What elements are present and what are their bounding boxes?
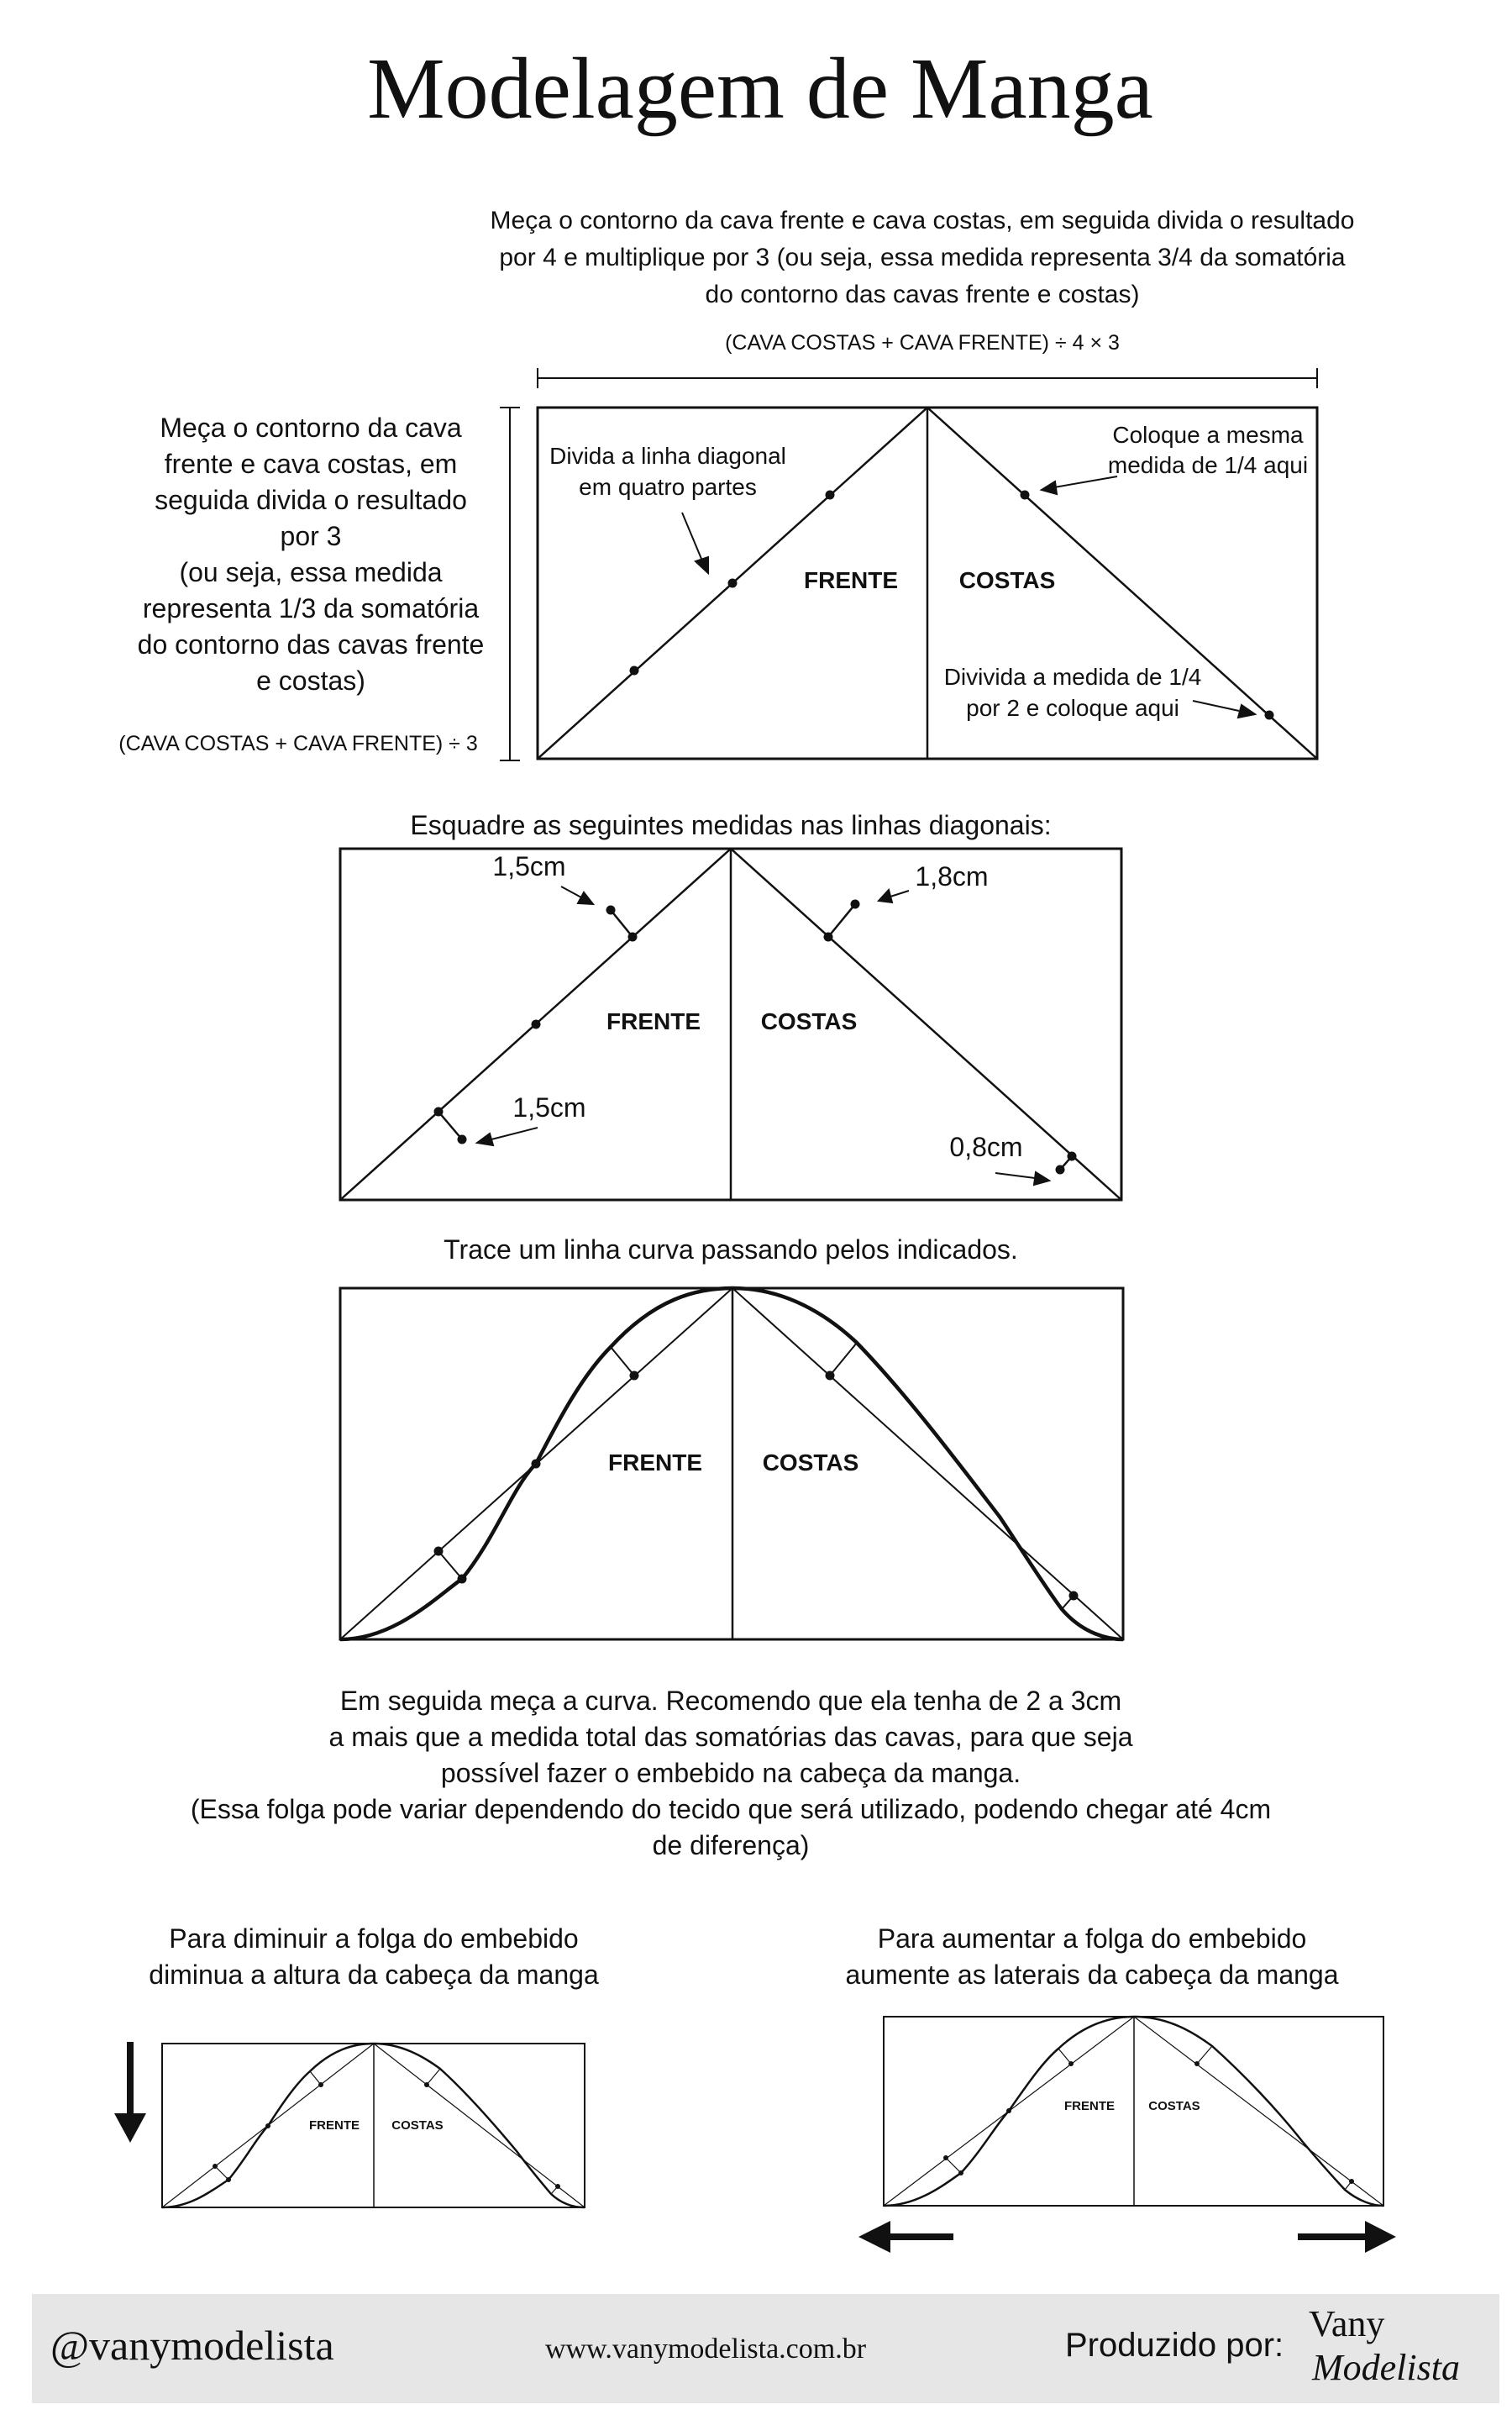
step1-left-text	[138, 413, 485, 696]
point	[1349, 2179, 1354, 2184]
down-arrow-icon	[114, 2042, 146, 2143]
step4-text-line: de diferença)	[652, 1830, 810, 1860]
point	[532, 1460, 541, 1469]
measure-front-top: 1,5cm	[492, 851, 566, 881]
point	[1194, 2061, 1200, 2066]
width-dimension-line	[538, 368, 1317, 388]
label-front: FRENTE	[608, 1449, 702, 1476]
point	[1068, 1152, 1077, 1161]
point	[1265, 711, 1274, 720]
perpendicular-mark	[611, 1347, 634, 1376]
point	[1068, 2061, 1074, 2066]
measure-back-bottom: 0,8cm	[949, 1132, 1023, 1162]
point	[434, 1107, 444, 1117]
perpendicular-mark	[828, 904, 855, 937]
point	[824, 933, 833, 942]
footer-handle: @vanymodelista	[50, 2322, 334, 2369]
step1-top-text-line: Meça o contorno da cava frente e cava costas, em seguida divida o resultado	[490, 207, 1355, 234]
step1-left-text-line: frente e cava costas, em	[164, 449, 458, 479]
point	[958, 2170, 963, 2175]
increase-text-line: Para aumentar a folga do embebido	[877, 1923, 1307, 1954]
point	[532, 1020, 541, 1029]
point	[943, 2155, 948, 2160]
point	[628, 933, 638, 942]
height-dimension-line	[500, 408, 520, 760]
point	[226, 2177, 231, 2182]
step3-heading: Trace um linha curva passando pelos indicados.	[444, 1234, 1018, 1265]
point	[458, 1135, 467, 1144]
step4-text-line: (Essa folga pode variar dependendo do tecido que será utilizado, podendo chegar até 4cm	[190, 1794, 1272, 1824]
point	[728, 579, 738, 588]
step1-left-text-line: por 3	[280, 521, 342, 551]
perpendicular-mark	[611, 910, 633, 937]
step1-left-text-line: Meça o contorno da cava	[160, 413, 462, 443]
point	[1006, 2108, 1011, 2113]
label-back: COSTAS	[760, 1008, 858, 1034]
label-back: COSTAS	[958, 567, 1056, 593]
note-line: medida de 1/4 aqui	[1107, 452, 1309, 478]
point	[213, 2164, 218, 2169]
decrease-text-line: Para diminuir a folga do embebido	[169, 1923, 579, 1954]
point	[1069, 1591, 1079, 1601]
step1-note-divide	[549, 443, 786, 500]
step1-top-formula: (CAVA COSTAS + CAVA FRENTE) ÷ 4 × 3	[725, 331, 1120, 355]
step1-left-text-line: e costas)	[256, 666, 365, 696]
note-line: por 2 e coloque aqui	[966, 695, 1179, 721]
step1-note-quarter	[1108, 422, 1308, 478]
point	[1021, 491, 1030, 500]
step1-left-text-line: (ou seja, essa medida	[179, 557, 443, 587]
perpendicular-mark	[830, 1343, 857, 1376]
step4-text-line: possível fazer o embebido na cabeça da manga.	[440, 1758, 1021, 1788]
increase-text	[845, 1923, 1338, 1990]
point	[630, 666, 639, 676]
right-arrow-icon	[1298, 2221, 1396, 2253]
step2-heading: Esquadre as seguintes medidas nas linhas diagonais:	[410, 810, 1052, 840]
footer-produced-by: Produzido por:	[1065, 2327, 1284, 2364]
diagram-step3	[340, 1288, 1123, 1639]
point	[826, 491, 835, 500]
label-back: COSTAS	[1148, 2099, 1200, 2113]
diagram-increase	[884, 2017, 1383, 2206]
footer-website: www.vanymodelista.com.br	[544, 2333, 867, 2365]
footer	[32, 2294, 1499, 2403]
note-line: Coloque a mesma	[1112, 422, 1304, 448]
point	[1056, 1165, 1065, 1175]
left-arrow-icon	[858, 2221, 953, 2253]
label-front: FRENTE	[606, 1008, 701, 1034]
point	[555, 2184, 560, 2189]
point	[851, 900, 860, 909]
point	[630, 1371, 639, 1381]
point	[826, 1371, 835, 1381]
point	[606, 906, 616, 915]
measure-front-bottom: 1,5cm	[512, 1092, 586, 1123]
step1-left-text-line: representa 1/3 da somatória	[142, 593, 480, 623]
step1-left-text-line: seguida divida o resultado	[155, 485, 467, 515]
label-back: COSTAS	[762, 1449, 859, 1476]
diagram-increase-points	[943, 2061, 1354, 2184]
label-front: FRENTE	[804, 567, 898, 593]
step4-text	[191, 1686, 1271, 1860]
perpendicular-mark	[438, 1112, 462, 1139]
diagram-decrease	[162, 2044, 585, 2207]
note-line: Divivida a medida de 1/4	[943, 664, 1202, 690]
note-line: em quatro partes	[579, 474, 757, 500]
label-front: FRENTE	[309, 2118, 360, 2133]
step4-text-line: Em seguida meça a curva. Recomendo que ela tenha de 2 a 3cm	[339, 1686, 1122, 1716]
point	[265, 2123, 270, 2128]
page-title: Modelagem de Manga	[367, 40, 1153, 137]
perpendicular-mark	[438, 1551, 462, 1579]
label-front: FRENTE	[1064, 2099, 1115, 2113]
diagram-step3-points	[434, 1371, 1079, 1601]
note-line: Divida a linha diagonal	[549, 443, 786, 469]
label-back: COSTAS	[391, 2118, 444, 2133]
decrease-text-line: diminua a altura da cabeça da manga	[149, 1960, 599, 1990]
point	[458, 1575, 467, 1584]
brand-logo-line2: Modelista	[1312, 2347, 1460, 2388]
point	[318, 2082, 323, 2087]
step1-top-text-line: do contorno das cavas frente e costas)	[705, 281, 1140, 308]
step1-note-half	[944, 664, 1202, 721]
point	[424, 2082, 429, 2087]
point	[434, 1547, 444, 1556]
measure-back-top: 1,8cm	[915, 861, 989, 892]
step4-text-line: a mais que a medida total das somatórias das cavas, para que seja	[328, 1722, 1133, 1752]
diagram-decrease-points	[213, 2082, 560, 2189]
brand-logo-line1: Vany	[1309, 2303, 1385, 2344]
step1-top-text	[491, 207, 1355, 308]
step1-left-text-line: do contorno das cavas frente	[137, 629, 485, 660]
increase-text-line: aumente as laterais da cabeça da manga	[845, 1960, 1339, 1990]
decrease-text	[149, 1923, 599, 1990]
step1-top-text-line: por 4 e multiplique por 3 (ou seja, essa medida representa 3/4 da somatória	[499, 244, 1346, 271]
step1-left-formula: (CAVA COSTAS + CAVA FRENTE) ÷ 3	[118, 732, 478, 755]
